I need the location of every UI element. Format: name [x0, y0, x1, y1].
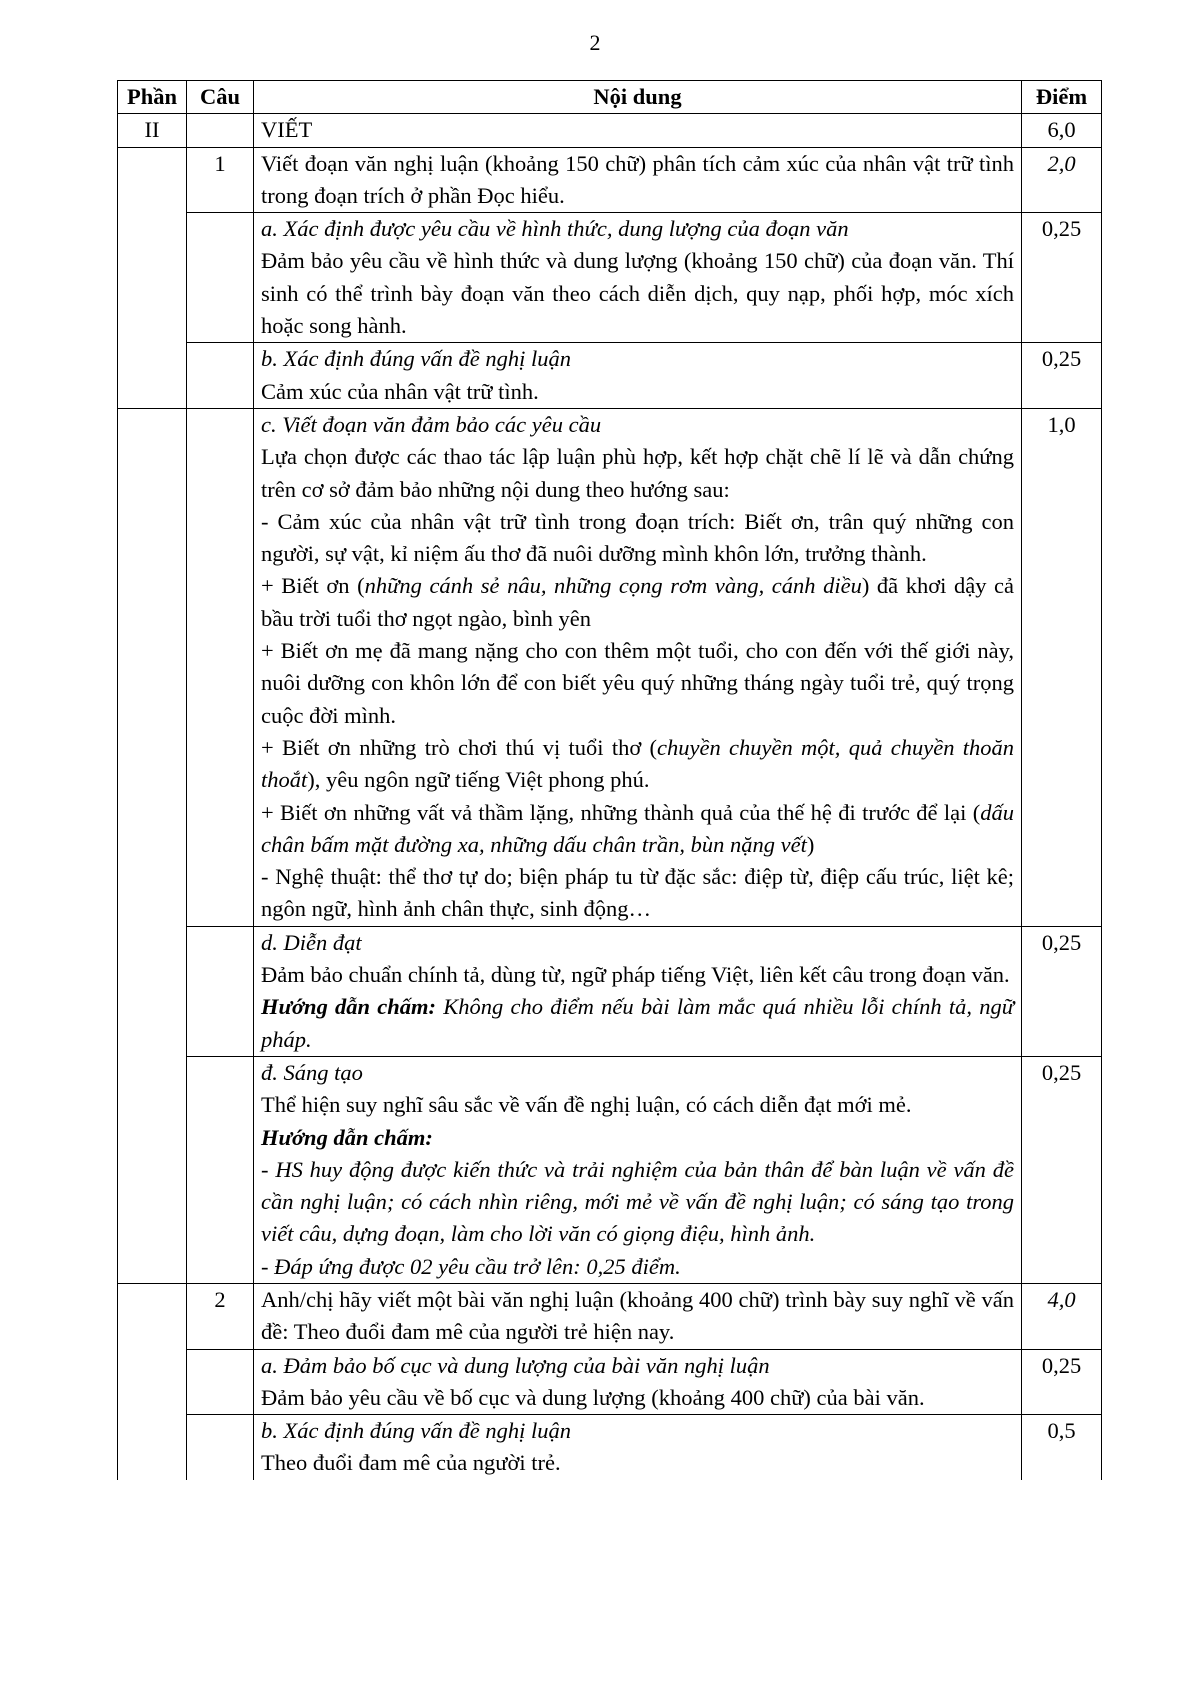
criterion-heading: b. Xác định đúng vấn đề nghị luận: [261, 346, 571, 372]
criterion-row: [118, 343, 1102, 409]
criterion-row: [118, 213, 1102, 343]
criterion-score: 1,0: [1022, 408, 1102, 926]
guide-label: Hướng dẫn chấm:: [261, 1124, 433, 1150]
criterion-1dd: [254, 1056, 1022, 1283]
phan-empty: [118, 1283, 187, 1349]
point-text: + Biết ơn (: [261, 573, 365, 599]
header-diem: Điểm: [1022, 81, 1102, 114]
criterion-score: 0,25: [1022, 1056, 1102, 1283]
criterion-heading: a. Xác định được yêu cầu về hình thức, dung lượng của đoạn văn: [261, 216, 849, 242]
cau-empty: [187, 1415, 254, 1480]
point-quote: chuyền chuyền một, quả chuyền thoăn thoắt: [261, 734, 1014, 793]
question-1-title: Viết đoạn văn nghị luận (khoảng 150 chữ) phân tích cảm xúc của nhân vật trữ tình trong đoạn trích ở phần Đọc hiểu.: [254, 147, 1022, 213]
criterion-score: 0,25: [1022, 213, 1102, 343]
phan-empty: [118, 408, 187, 926]
phan-empty: [118, 213, 187, 343]
content-point: [261, 732, 1014, 797]
criterion-heading: b. Xác định đúng vấn đề nghị luận: [261, 1418, 571, 1444]
content-point: [261, 797, 1014, 862]
criterion-row: [118, 408, 1102, 926]
content-point: - Cảm xúc của nhân vật trữ tình trong đoạn trích: Biết ơn, trân quý những con người, sự vật, kỉ niệm ấu thơ đã nuôi dưỡng mình khôn lớn, trưởng thành.: [261, 508, 1014, 567]
header-cau: Câu: [187, 81, 254, 114]
question-1-number: 1: [187, 147, 254, 213]
criterion-body: Cảm xúc của nhân vật trữ tình.: [261, 378, 539, 404]
point-text: ): [806, 831, 815, 857]
cau-empty: [187, 343, 254, 409]
point-quote: những cánh sẻ nâu, những cọng rơm vàng, cánh diều: [364, 573, 862, 599]
question-2-score: 4,0: [1022, 1283, 1102, 1349]
criterion-body: Theo đuổi đam mê của người trẻ.: [261, 1450, 561, 1476]
criterion-score: 0,5: [1022, 1415, 1102, 1480]
header-noi-dung: Nội dung: [254, 81, 1022, 114]
criterion-2a: [254, 1349, 1022, 1415]
phan-empty: [118, 1349, 187, 1415]
criterion-1a: [254, 213, 1022, 343]
guide-text: Không cho điểm nếu bài làm mắc quá nhiều lỗi chính tả, ngữ pháp.: [261, 994, 1014, 1052]
criterion-row: [118, 926, 1102, 1056]
page-number: 2: [589, 30, 601, 55]
question-1-score: 2,0: [1022, 147, 1102, 213]
phan-empty: [118, 147, 187, 213]
table-header-row: [118, 81, 1102, 114]
criterion-body: Thể hiện suy nghĩ sâu sắc về vấn đề nghị luận, có cách diễn đạt mới mẻ.: [261, 1092, 912, 1118]
point-text: + Biết ơn những vất vả thầm lặng, những thành quả của thế hệ đi trước để lại (: [261, 799, 981, 825]
section-cau-empty: [187, 114, 254, 147]
criterion-body: Đảm bảo yêu cầu về bố cục và dung lượng (khoảng 400 chữ) của bài văn.: [261, 1384, 925, 1410]
point-text: ), yêu ngôn ngữ tiếng Việt phong phú.: [307, 767, 650, 793]
phan-empty: [118, 343, 187, 409]
cau-empty: [187, 926, 254, 1056]
criterion-score: 0,25: [1022, 343, 1102, 409]
section-row: [118, 114, 1102, 147]
criterion-body: Đảm bảo yêu cầu về hình thức và dung lượng (khoảng 150 chữ) của đoạn văn. Thí sinh có thể trình bày đoạn văn theo cách diễn dịch, quy nạp, phối hợp, móc xích hoặc song hành.: [261, 248, 1014, 339]
phan-empty: [118, 1415, 187, 1480]
point-text: ) đã khơi dậy cả bầu trời tuổi thơ ngọt ngào, bình yên: [261, 573, 1015, 631]
scoring-rubric-table: [117, 80, 1102, 1480]
guide-text: - HS huy động được kiến thức và trải nghiệm của bản thân để bàn luận về vấn đề cần nghị luận; có cách nhìn riêng, mới mẻ về vấn đề nghị luận; có sáng tạo trong viết câu, dựng đoạn, làm cho lời văn có giọng điệu, hình ảnh.: [261, 1156, 1014, 1247]
content-point: + Biết ơn mẹ đã mang nặng cho con thêm một tuổi, cho con đến với thế giới này, nuôi dưỡng con khôn lớn để con biết yêu quý những tháng ngày tuổi trẻ, quý trọng cuộc đời mình.: [261, 638, 1014, 728]
point-text: + Biết ơn những trò chơi thú vị tuổi thơ (: [261, 734, 658, 760]
guide-label: Hướng dẫn chấm:: [261, 994, 437, 1020]
criterion-row: [118, 1349, 1102, 1415]
criterion-intro: Lựa chọn được các thao tác lập luận phù hợp, kết hợp chặt chẽ lí lẽ và dẫn chứng trên cơ sở đảm bảo những nội dung theo hướng sau:: [261, 444, 1014, 502]
cau-empty: [187, 1056, 254, 1283]
criterion-heading: đ. Sáng tạo: [261, 1059, 363, 1085]
criterion-heading: a. Đảm bảo bố cục và dung lượng của bài văn nghị luận: [261, 1352, 770, 1378]
criterion-score: 0,25: [1022, 926, 1102, 1056]
cau-empty: [187, 1349, 254, 1415]
question-1-row: [118, 147, 1102, 213]
header-phan: Phần: [118, 81, 187, 114]
criterion-row: [118, 1415, 1102, 1480]
grading-guide: [261, 991, 1014, 1056]
content-point: [261, 570, 1014, 635]
question-2-number: 2: [187, 1283, 254, 1349]
criterion-1c: [254, 408, 1022, 926]
criterion-1d: [254, 926, 1022, 1056]
criterion-row: [118, 1056, 1102, 1283]
criterion-2b: [254, 1415, 1022, 1480]
criterion-body: Đảm bảo chuẩn chính tả, dùng từ, ngữ pháp tiếng Việt, liên kết câu trong đoạn văn.: [261, 962, 1010, 988]
phan-empty: [118, 926, 187, 1056]
content-point: - Nghệ thuật: thể thơ tự do; biện pháp tu từ đặc sắc: điệp từ, điệp cấu trúc, liệt kê; ngôn ngữ, hình ảnh chân thực, sinh động…: [261, 864, 1014, 922]
cau-empty: [187, 408, 254, 926]
guide-text: - Đáp ứng được 02 yêu cầu trở lên: 0,25 điểm.: [261, 1253, 681, 1279]
section-title: VIẾT: [254, 114, 1022, 147]
section-score: 6,0: [1022, 114, 1102, 147]
question-2-row: [118, 1283, 1102, 1349]
criterion-score: 0,25: [1022, 1349, 1102, 1415]
criterion-1b: [254, 343, 1022, 409]
criterion-heading: d. Diễn đạt: [261, 929, 362, 955]
cau-empty: [187, 213, 254, 343]
phan-empty: [118, 1056, 187, 1283]
section-phan: II: [118, 114, 187, 147]
question-2-title: Anh/chị hãy viết một bài văn nghị luận (khoảng 400 chữ) trình bày suy nghĩ về vấn đề: Theo đuổi đam mê của người trẻ hiện nay.: [254, 1283, 1022, 1349]
criterion-heading: c. Viết đoạn văn đảm bảo các yêu cầu: [261, 411, 602, 437]
point-quote: dấu chân bấm mặt đường xa, những dấu chân trần, bùn nặng vết: [261, 799, 1014, 857]
